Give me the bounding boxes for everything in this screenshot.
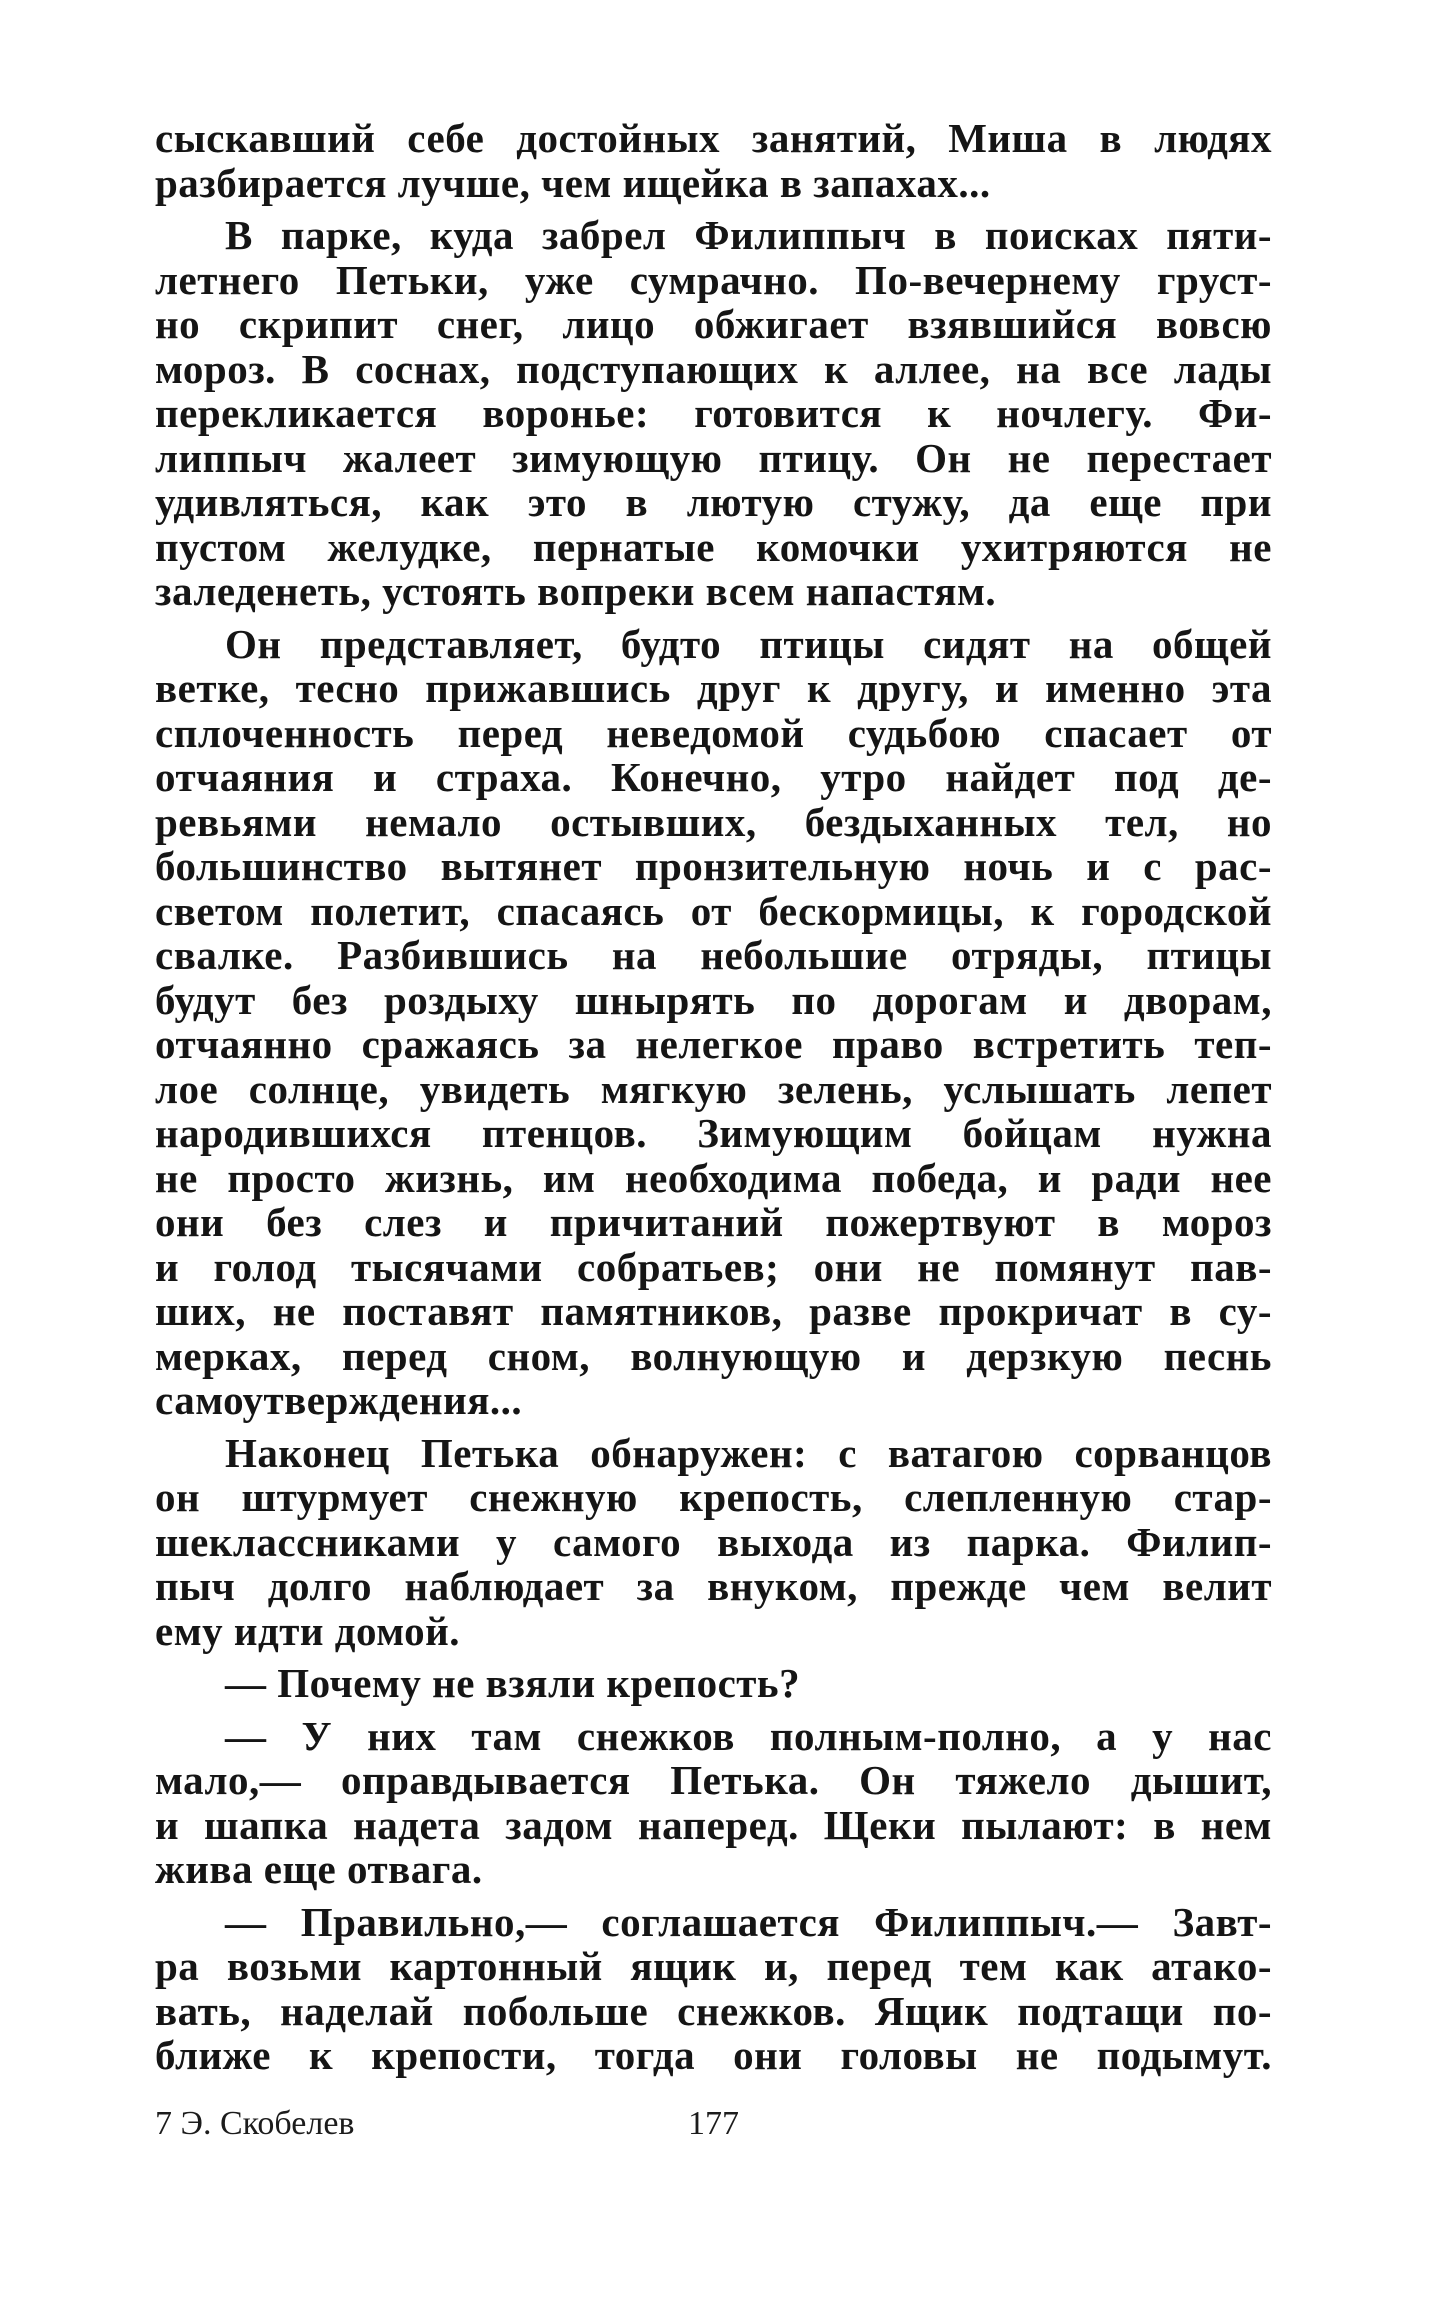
text-line: ревьями немало остывших, бездыханных тел, но	[155, 798, 1272, 845]
text-line: мало,— оправдывается Петька. Он тяжело дышит,	[155, 1757, 1272, 1803]
text-line: — Правильно,— соглашается Филиппыч.— Завт-	[225, 1898, 1272, 1945]
text-line: отчаянно сражаясь за нелегкое право встретить теп-	[155, 1021, 1272, 1067]
text-line: В парке, куда забрел Филиппыч в поисках пяти-	[225, 212, 1272, 258]
text-line: свалке. Разбившись на небольшие отряды, птицы	[155, 932, 1272, 978]
text-line: летнего Петьки, уже сумрачно. По-вечернему груст-	[155, 256, 1272, 303]
text-line: большинство вытянет пронзительную ночь и с рас-	[155, 843, 1272, 889]
text-line: самоутверждения...	[155, 1377, 523, 1423]
page-number: 177	[688, 2105, 739, 2142]
text-line: заледенеть, устоять вопреки всем напастям.	[155, 568, 997, 614]
text-line: разбирается лучше, чем ищейка в запахах...	[155, 159, 991, 206]
text-line: они без слез и причитаний пожертвуют в мороз	[155, 1199, 1272, 1245]
text-line: будут без роздыху шнырять по дорогам и дворам,	[155, 976, 1272, 1023]
text-line: мерках, перед сном, волнующую и дерзкую песнь	[155, 1332, 1272, 1379]
text-line: жива еще отвага.	[155, 1846, 483, 1892]
text-line: ших, не поставят памятников, разве прокричат в су-	[155, 1288, 1272, 1334]
text-line: мороз. В соснах, подступающих к аллее, на все лады	[155, 345, 1272, 392]
text-line: — Почему не взяли крепость?	[225, 1660, 801, 1706]
paragraph	[155, 622, 1272, 1423]
text-line: отчаяния и страха. Конечно, утро найдет под де-	[155, 754, 1272, 800]
text-line: не просто жизнь, им необходима победа, и ради нее	[155, 1154, 1272, 1201]
text-line: он штурмует снежную крепость, слепленную стар-	[155, 1474, 1272, 1520]
text-line: удивляться, как это в лютую стужу, да еще при	[155, 479, 1272, 525]
text-line: вать, наделай побольше снежков. Ящик подтащи по-	[155, 1987, 1272, 2034]
text-line: липпыч жалеет зимующую птицу. Он не перестает	[155, 434, 1272, 481]
page-footer	[155, 2100, 1272, 2148]
text-line: пустом желудке, пернатые комочки ухитряются не	[155, 523, 1272, 570]
footer-signature: 7 Э. Скобелев	[155, 2105, 355, 2142]
text-line: и голод тысячами собратьев; они не помянут пав-	[155, 1243, 1272, 1290]
text-line: но скрипит снег, лицо обжигает взявшийся вовсю	[155, 301, 1272, 347]
text-line: Наконец Петька обнаружен: с ватагою сорванцов	[225, 1429, 1272, 1476]
text-line: народившихся птенцов. Зимующим бойцам нужна	[155, 1110, 1272, 1156]
text-line: ветке, тесно прижавшись друг к другу, и именно эта	[155, 665, 1272, 711]
text-line: ра возьми картонный ящик и, перед тем как атако-	[155, 1943, 1272, 1989]
text-line: ближе к крепости, тогда они головы не подымут.	[155, 2032, 1272, 2078]
text-line: ему идти домой.	[155, 1607, 460, 1654]
dialogue-paragraph	[155, 1714, 1272, 1892]
text-line: сплоченность перед неведомой судьбою спасает от	[155, 709, 1272, 756]
text-line: сыскавший себе достойных занятий, Миша в людях	[155, 115, 1272, 161]
text-line: светом полетит, спасаясь от бескормицы, к городской	[155, 887, 1272, 934]
text-line: пыч долго наблюдает за внуком, прежде чем велит	[155, 1563, 1272, 1609]
text-line: перекликается воронье: готовится к ночлегу. Фи-	[155, 390, 1272, 436]
text-line: Он представляет, будто птицы сидят на общей	[225, 620, 1272, 667]
text-line: лое солнце, увидеть мягкую зелень, услышать лепет	[155, 1065, 1272, 1112]
text-line: шеклассниками у самого выхода из парка. Филип-	[155, 1518, 1272, 1565]
text-line: — У них там снежков полным-полно, а у нас	[225, 1712, 1272, 1759]
book-page-text	[155, 116, 1272, 2078]
text-line: и шапка надета задом наперед. Щеки пылают: в нем	[155, 1801, 1272, 1848]
paragraph	[155, 1431, 1272, 1654]
dialogue-paragraph	[155, 1900, 1272, 2078]
paragraph	[155, 116, 1272, 205]
paragraph	[155, 213, 1272, 614]
dialogue-paragraph	[155, 1661, 1272, 1706]
